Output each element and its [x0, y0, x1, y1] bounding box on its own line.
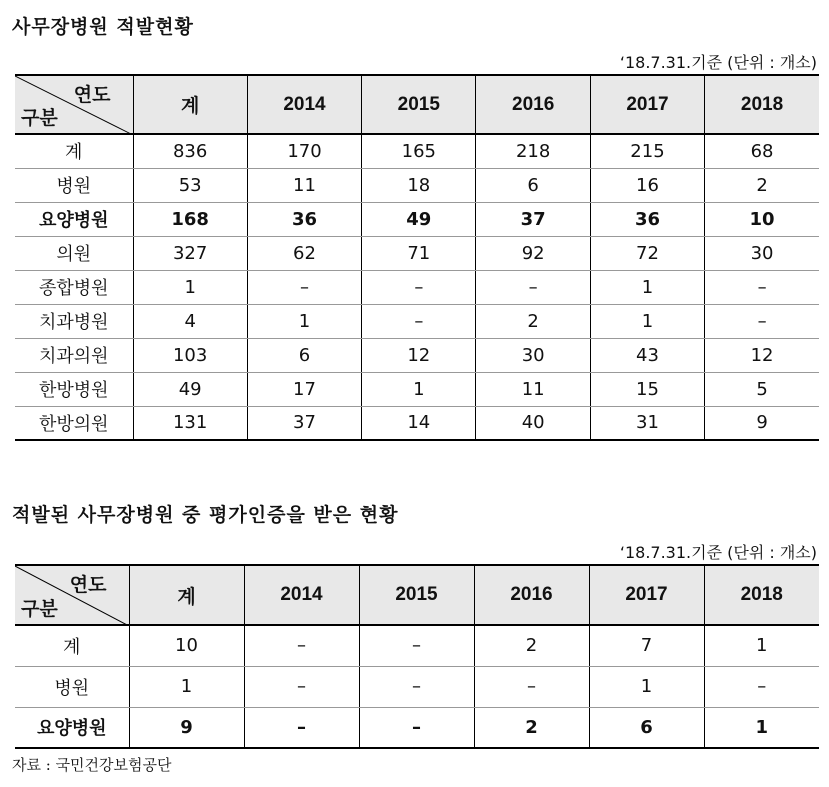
- column-header: 2014: [244, 565, 359, 625]
- table-cell: 17: [247, 372, 361, 406]
- table-cell: 4: [133, 304, 247, 338]
- table-cell: 72: [590, 236, 704, 270]
- table-cell: –: [362, 270, 476, 304]
- corner-year-label: 연도: [73, 85, 111, 106]
- row-label: 의원: [15, 236, 133, 270]
- table-cell: –: [359, 707, 474, 748]
- table-cell: –: [705, 304, 819, 338]
- table-cell: 71: [362, 236, 476, 270]
- column-header: 2016: [476, 75, 590, 134]
- table-cell: 170: [247, 134, 361, 168]
- column-header: 2017: [590, 75, 704, 134]
- table-cell: 1: [589, 666, 704, 707]
- table-cell: 11: [476, 372, 590, 406]
- row-label: 병원: [15, 666, 129, 707]
- header-corner: [15, 565, 129, 625]
- table-cell: –: [362, 304, 476, 338]
- table-cell: 168: [133, 202, 247, 236]
- table-cell: 14: [362, 406, 476, 440]
- table-cell: 131: [133, 406, 247, 440]
- table-row: [15, 168, 819, 202]
- table-cell: 12: [705, 338, 819, 372]
- row-label: 종합병원: [15, 270, 133, 304]
- row-label: 치과병원: [15, 304, 133, 338]
- table-row: [15, 202, 819, 236]
- row-label: 계: [15, 134, 133, 168]
- table-cell: 30: [476, 338, 590, 372]
- table-cell: 31: [590, 406, 704, 440]
- table-row: [15, 338, 819, 372]
- table-row: [15, 372, 819, 406]
- column-header: 2015: [362, 75, 476, 134]
- table-cell: 40: [476, 406, 590, 440]
- section2-title: 적발된 사무장병원 중 평가인증을 받은 현황: [12, 504, 399, 526]
- row-label: 한방의원: [15, 406, 133, 440]
- table-cell: 43: [590, 338, 704, 372]
- table-cell: 215: [590, 134, 704, 168]
- table-cell: 49: [133, 372, 247, 406]
- column-header: 계: [133, 75, 247, 134]
- table-cell: 218: [476, 134, 590, 168]
- table-cell: 7: [589, 625, 704, 666]
- table-cell: –: [705, 270, 819, 304]
- table-cell: 2: [474, 707, 589, 748]
- table-cell: –: [359, 666, 474, 707]
- table-cell: 92: [476, 236, 590, 270]
- column-header: 2015: [359, 565, 474, 625]
- row-label: 계: [15, 625, 129, 666]
- table-cell: 30: [705, 236, 819, 270]
- table-cell: 6: [589, 707, 704, 748]
- table-cell: 49: [362, 202, 476, 236]
- table-cell: 53: [133, 168, 247, 202]
- table-cell: –: [474, 666, 589, 707]
- table-cell: 1: [362, 372, 476, 406]
- table-cell: 10: [129, 625, 244, 666]
- table-cell: 1: [704, 707, 819, 748]
- table-cell: 15: [590, 372, 704, 406]
- table-cell: 62: [247, 236, 361, 270]
- column-header: 2017: [589, 565, 704, 625]
- table-cell: 2: [476, 304, 590, 338]
- table-cell: 1: [590, 304, 704, 338]
- corner-category-label: 구분: [21, 599, 58, 620]
- section1-note: ‘18.7.31.기준 (단위 : 개소): [619, 53, 817, 72]
- table-cell: 5: [705, 372, 819, 406]
- table-cell: –: [247, 270, 361, 304]
- table-row: [15, 134, 819, 168]
- table-header-row: [15, 565, 819, 625]
- table-cell: 10: [705, 202, 819, 236]
- table-cell: 6: [476, 168, 590, 202]
- table-row: [15, 236, 819, 270]
- table-row: [15, 304, 819, 338]
- table-row: [15, 625, 819, 666]
- section1-title: 사무장병원 적발현황: [12, 16, 194, 38]
- table-row: [15, 406, 819, 440]
- table-cell: –: [476, 270, 590, 304]
- table-cell: –: [359, 625, 474, 666]
- table-cell: 1: [590, 270, 704, 304]
- row-label: 한방병원: [15, 372, 133, 406]
- table-cell: 11: [247, 168, 361, 202]
- table-cell: –: [244, 666, 359, 707]
- column-header: 2018: [705, 75, 819, 134]
- corner-category-label: 구분: [21, 108, 58, 129]
- table-cell: 2: [474, 625, 589, 666]
- table-cell: –: [244, 707, 359, 748]
- table-cell: 6: [247, 338, 361, 372]
- table-cell: –: [704, 666, 819, 707]
- column-header: 2014: [247, 75, 361, 134]
- table-cell: 9: [705, 406, 819, 440]
- column-header: 계: [129, 565, 244, 625]
- table-cell: 36: [590, 202, 704, 236]
- row-label: 병원: [15, 168, 133, 202]
- table-cell: 37: [247, 406, 361, 440]
- table-cell: –: [244, 625, 359, 666]
- table-cell: 16: [590, 168, 704, 202]
- section1-table: [15, 74, 819, 441]
- header-corner: [15, 75, 133, 134]
- table-cell: 1: [133, 270, 247, 304]
- table-cell: 165: [362, 134, 476, 168]
- table-cell: 68: [705, 134, 819, 168]
- table-row: [15, 666, 819, 707]
- table-cell: 37: [476, 202, 590, 236]
- column-header: 2018: [704, 565, 819, 625]
- section2-table: [15, 564, 819, 749]
- row-label: 요양병원: [15, 707, 129, 748]
- table-cell: 1: [129, 666, 244, 707]
- table-cell: 2: [705, 168, 819, 202]
- table-cell: 9: [129, 707, 244, 748]
- table-cell: 1: [247, 304, 361, 338]
- row-label: 치과의원: [15, 338, 133, 372]
- table-row: [15, 270, 819, 304]
- table-cell: 103: [133, 338, 247, 372]
- row-label: 요양병원: [15, 202, 133, 236]
- table-cell: 327: [133, 236, 247, 270]
- table-cell: 36: [247, 202, 361, 236]
- corner-year-label: 연도: [69, 575, 107, 596]
- column-header: 2016: [474, 565, 589, 625]
- table-cell: 18: [362, 168, 476, 202]
- table-cell: 1: [704, 625, 819, 666]
- source-note: 자료 : 국민건강보험공단: [12, 756, 172, 774]
- table-header-row: [15, 75, 819, 134]
- table-row: [15, 707, 819, 748]
- table-cell: 12: [362, 338, 476, 372]
- table-cell: 836: [133, 134, 247, 168]
- section2-note: ‘18.7.31.기준 (단위 : 개소): [619, 543, 817, 562]
